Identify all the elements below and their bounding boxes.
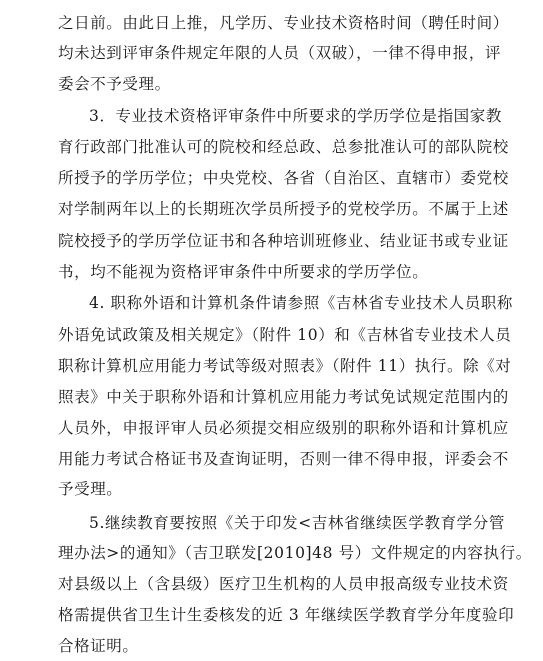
text-line-18: 理办法>的通知》（吉卫联发[2010]48 号）文件规定的内容执行。 <box>58 544 532 562</box>
text-line-4: 3．专业技术资格评审条件中所要求的学历学位是指国家教 <box>89 107 502 125</box>
text-line-14: 人员外，申报评审人员必须提交相应级别的职称外语和计算机应 <box>58 419 509 437</box>
text-line-2: 均未达到评审条件规定年限的人员（双破），一律不得申报，评 <box>58 44 502 62</box>
text-line-7: 对学制两年以上的长期班次学员所授予的党校学历。不属于上述 <box>58 200 509 218</box>
text-line-9: 书，均不能视为资格评审条件中所要求的学历学位。 <box>58 263 429 281</box>
text-line-11: 外语免试政策及相关规定》（附件 10）和《吉林省专业技术人员 <box>58 326 512 344</box>
text-line-8: 院校授予的学历学位证书和各种培训班修业、结业证书或专业证 <box>58 232 509 250</box>
text-line-20: 格需提供省卫生计生委核发的近 3 年继续医学教育学分年度验印 <box>58 606 515 624</box>
text-line-15: 用能力考试合格证书及查询证明，否则一律不得申报，评委会不 <box>58 450 509 468</box>
text-line-21: 合格证明。 <box>58 637 139 655</box>
text-line-6: 所授予的学历学位；中央党校、各省（自治区、直辖市）委党校 <box>58 169 509 187</box>
text-line-10: 4. 职称外语和计算机条件请参照《吉林省专业技术人员职称 <box>89 294 514 312</box>
text-line-5: 育行政部门批准认可的院校和经总政、总参批准认可的部队院校 <box>58 138 509 156</box>
text-line-16: 予受理。 <box>58 480 123 498</box>
text-line-17: 5.继续教育要按照《关于印发<吉林省继续医学教育学分管 <box>89 514 505 532</box>
text-line-13: 照表》中关于职称外语和计算机应用能力考试免试规定范围内的 <box>58 388 509 406</box>
text-line-1: 之日前。由此日上推，凡学历、专业技术资格时间（聘任时间） <box>58 14 509 32</box>
text-line-12: 职称计算机应用能力考试等级对照表》（附件 11）执行。除《对 <box>58 357 512 375</box>
text-line-3: 委会不予受理。 <box>58 75 171 93</box>
text-line-19: 对县级以上（含县级）医疗卫生机构的人员申报高级专业技术资 <box>58 575 509 593</box>
